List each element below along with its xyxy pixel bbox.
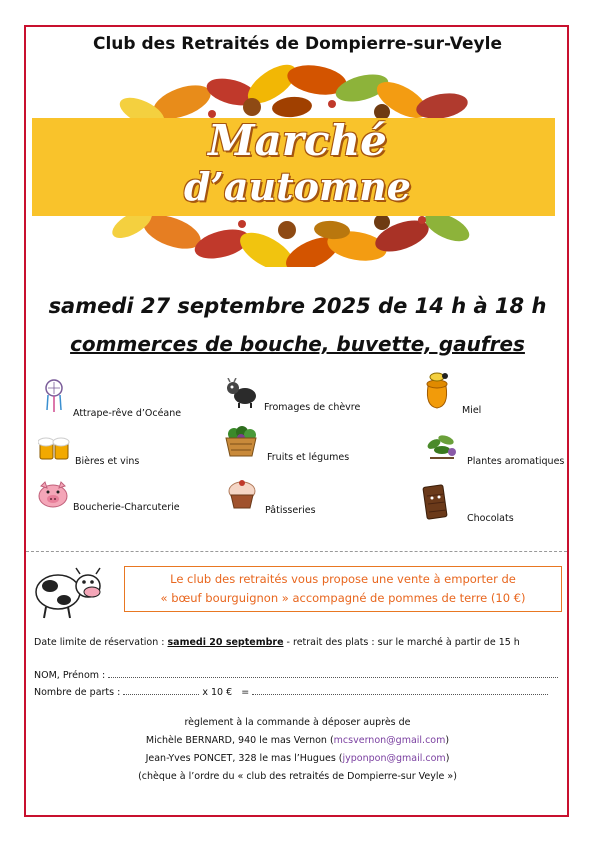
- event-date: samedi 27 septembre 2025 de 14 h à 18 h: [48, 294, 547, 318]
- dreamcatcher-icon: [40, 378, 68, 414]
- stand-label: Attrape-rêve d’Océane: [73, 408, 182, 419]
- contact-1-close: ): [445, 735, 450, 746]
- offer-line2: « bœuf bourguignon » accompagné de pommes de terre (10 €): [160, 591, 526, 605]
- event-subtitle-text: commerces de bouche, buvette, gaufres: [70, 332, 525, 356]
- chocolate-icon: [422, 482, 450, 522]
- deadline-suffix: - retrait des plats : sur le marché à partir de 15 h: [283, 637, 520, 648]
- contact-1: [0, 735, 595, 746]
- club-title: Club des Retraités de Dompierre-sur-Veyle: [93, 34, 502, 54]
- pig-icon: [36, 480, 70, 510]
- total-field[interactable]: [252, 686, 548, 695]
- parts-row: [34, 686, 548, 698]
- contact-2-text: Jean-Yves PONCET, 328 le mas l’Hugues (: [145, 753, 343, 764]
- stand-label: Bières et vins: [75, 456, 140, 467]
- section-divider: [26, 551, 567, 552]
- vegetable-basket-icon: [222, 424, 260, 458]
- deadline-prefix: Date limite de réservation :: [34, 637, 168, 648]
- autumn-banner: [32, 62, 563, 267]
- stand-label: Chocolats: [467, 513, 514, 524]
- parts-multiplier: x 10 €: [202, 687, 233, 698]
- parts-equals: =: [241, 687, 250, 698]
- cupcake-icon: [225, 478, 259, 510]
- stand-label: Pâtisseries: [265, 505, 316, 516]
- event-subtitle: [0, 332, 595, 356]
- cheque-instructions: (chèque à l’ordre du « club des retraités de Dompierre-sur Veyle »): [138, 771, 457, 782]
- payment-instructions: règlement à la commande à déposer auprès de: [184, 717, 411, 728]
- herbs-icon: [424, 430, 460, 462]
- event-title-line2: d’automne: [184, 164, 411, 209]
- reservation-deadline: [34, 637, 574, 648]
- stand-label: Fromages de chèvre: [264, 402, 361, 413]
- contact-1-email[interactable]: mcsvernon@gmail.com: [333, 735, 446, 746]
- offer-line1: Le club des retraités vous propose une vente à emporter de: [170, 572, 516, 586]
- cow-icon: [28, 562, 108, 620]
- stand-label: Fruits et légumes: [267, 452, 350, 463]
- name-row: [34, 669, 558, 681]
- name-label: NOM, Prénom :: [34, 670, 106, 681]
- beer-mugs-icon: [38, 436, 72, 462]
- goat-icon: [225, 378, 259, 408]
- contact-2-close: ): [445, 753, 450, 764]
- deadline-date: samedi 20 septembre: [167, 637, 284, 648]
- parts-label: Nombre de parts :: [34, 687, 121, 698]
- contact-2: [0, 753, 595, 764]
- offer-box: [124, 566, 562, 612]
- stand-label: Boucherie-Charcuterie: [73, 502, 180, 513]
- stand-label: Miel: [462, 405, 482, 416]
- event-title-line1: Marché: [208, 116, 387, 165]
- name-field[interactable]: [108, 669, 558, 678]
- parts-field[interactable]: [123, 686, 199, 695]
- stand-label: Plantes aromatiques: [467, 456, 565, 467]
- contact-2-email[interactable]: jyponpon@gmail.com: [342, 753, 446, 764]
- honey-pot-icon: [422, 372, 452, 410]
- contact-1-text: Michèle BERNARD, 940 le mas Vernon (: [145, 735, 334, 746]
